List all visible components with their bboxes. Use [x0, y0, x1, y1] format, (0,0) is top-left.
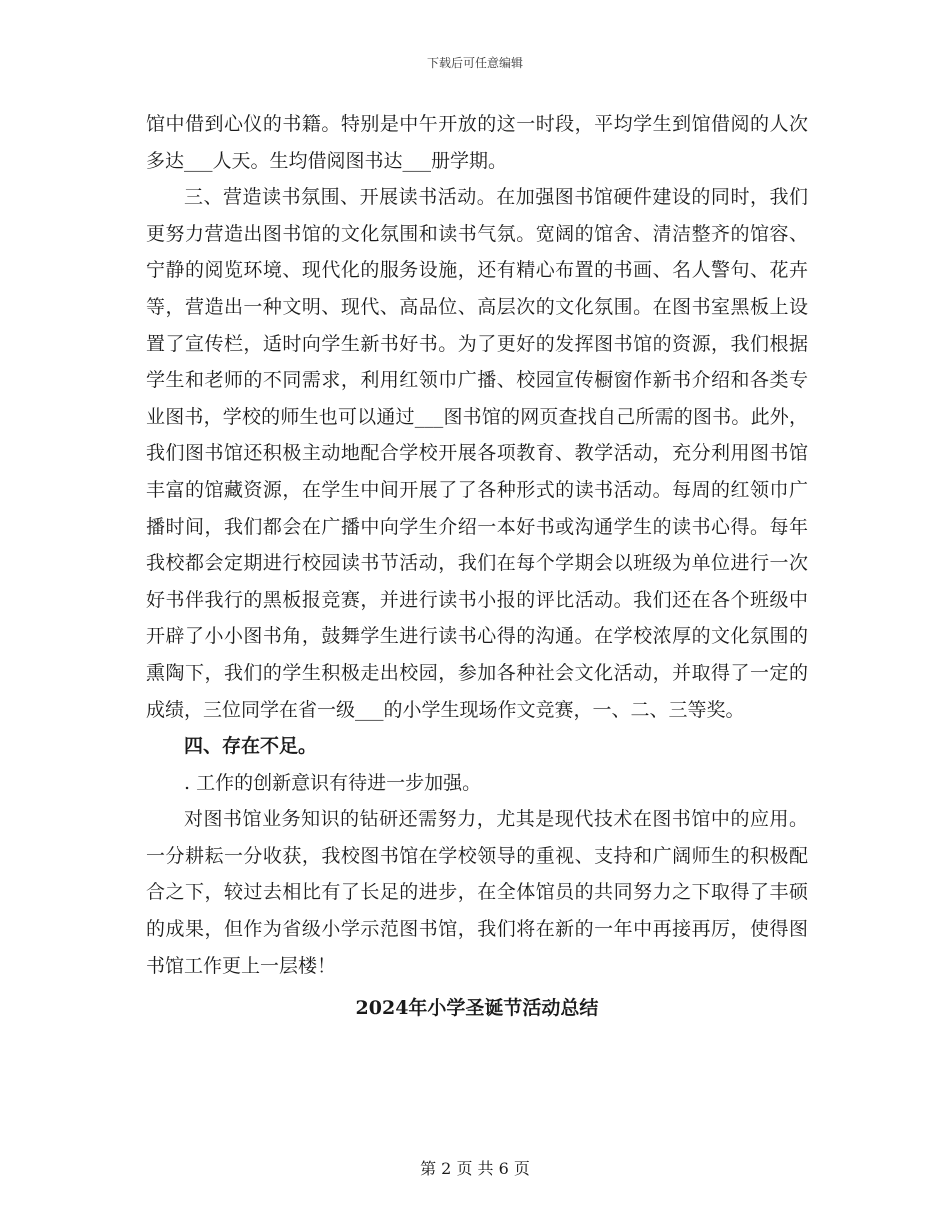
next-document-title: 2024年小学圣诞节活动总结	[355, 997, 599, 1020]
paragraph-reading-activities: 三、营造读书氛围、开展读书活动。在加强图书馆硬件建设的同时，我们更努力营造出图书馆的文化氛围和读书气氛。宽阔的馆舍、清洁整齐的馆容、宁静的阅览环境、现代化的服务设施，还有精心布置的书画、名人警句、花卉等，营造出一种文明、现代、高品位、高层次的文化氛围。在图书室黑板上设置了宣传栏，适时向学生新书好书。为了更好的发挥图书馆的资源，我们根据学生和老师的不同需求，利用红领巾广播、校园宣传橱窗作新书介绍和各类专业图书，学校的师生也可以通过___图书馆的网页查找自己所需的图书。此外，我们图书馆还积极主动地配合学校开展各项教育、教学活动，充分利用图书馆丰富的馆藏资源，在学生中间开展了了各种形式的读书活动。每周的红领巾广播时间，我们都会在广播中向学生介绍一本好书或沟通学生的读书心得。每年我校都会定期进行校园读书节活动，我们在每个学期会以班级为单位进行一次好书伴我行的黑板报竞赛，并进行读书小报的评比活动。我们还在各个班级中开辟了小小图书角，鼓舞学生进行读书心得的沟通。在学校浓厚的文化氛围的熏陶下，我们的学生积极走出校园，参加各种社会文化活动，并取得了一定的成绩，三位同学在省一级___的小学生现场作文竞赛，一、二、三等奖。	[146, 186, 808, 721]
page-header-note: 下载后可任意编辑	[426, 56, 523, 70]
document-body	[146, 106, 808, 1027]
section-heading-shortcomings: 四、存在不足。	[184, 735, 318, 758]
paragraph-innovation: . 工作的创新意识有待进一步加强。	[184, 771, 482, 794]
paragraph-conclusion: 对图书馆业务知识的钻研还需努力，尤其是现代技术在图书馆中的应用。一分耕耘一分收获，我校图书馆在学校领导的重视、支持和广阔师生的积极配合之下，较过去相比有了长足的进步，在全体馆员的共同努力之下取得了丰硕的成果，但作为省级小学示范图书馆，我们将在新的一年中再接再厉，使得图书馆工作更上一层楼！	[146, 808, 808, 977]
page-number-footer: 第 2 页 共 6 页	[420, 1159, 530, 1178]
paragraph-continued: 馆中借到心仪的书籍。特别是中午开放的这一时段，平均学生到馆借阅的人次多达___人天。生均借阅图书达___册学期。	[146, 113, 808, 172]
